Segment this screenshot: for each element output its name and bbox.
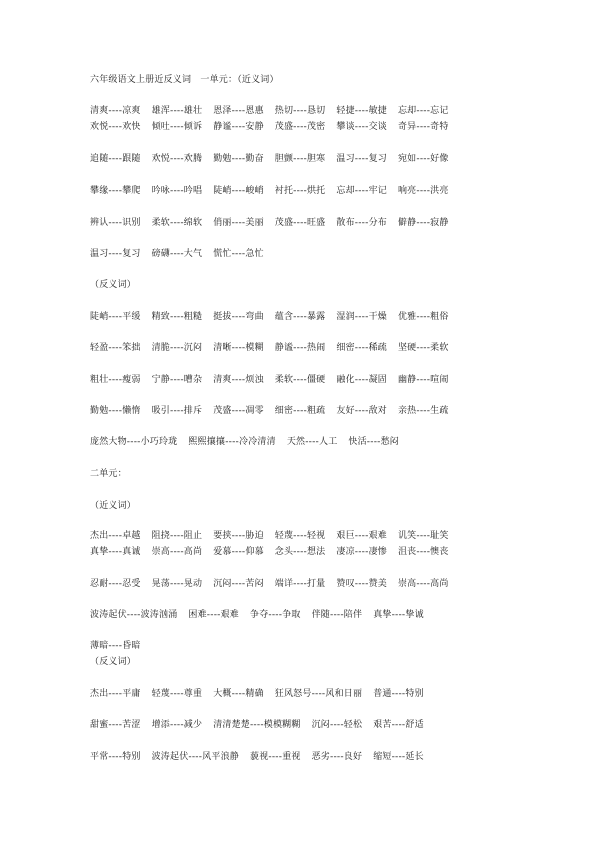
word-pair: 爱慕----仰慕	[213, 547, 264, 557]
word-pair: 融化----凝固	[336, 375, 387, 385]
word-pair: 快活----愁闷	[348, 437, 399, 447]
word-pair: 茂盛----茂密	[274, 122, 326, 132]
word-pair: 勤勉----懒惰	[90, 406, 141, 416]
word-pair: 天然----人工	[286, 437, 338, 447]
word-pair: 柔软----绵软	[151, 218, 203, 228]
unit1-antonym-heading: （反义词）	[90, 280, 137, 290]
word-pair: 宛如----好像	[397, 154, 449, 164]
word-pair: 温习----复习	[336, 154, 387, 164]
word-pair: 静谧----安静	[213, 122, 264, 132]
word-pair: 轻盈----笨拙	[90, 343, 141, 353]
word-pair: 静谧----热闹	[274, 343, 326, 353]
word-pair: 艰巨----艰难	[336, 531, 387, 541]
unit1-synonym-row	[90, 248, 275, 260]
word-pair: 坚硬----柔软	[397, 343, 449, 353]
word-pair: 恩泽----恩惠	[213, 106, 264, 116]
word-pair: 要挟----胁迫	[213, 531, 264, 541]
word-pair: 熙熙攘攘----冷冷清清	[188, 437, 276, 447]
word-pair: 攀缘----攀爬	[90, 186, 141, 196]
word-pair: 艰苦----舒适	[373, 720, 424, 730]
word-pair: 崇高----高尚	[397, 579, 449, 589]
unit2-synonym-row	[90, 609, 435, 621]
word-pair: 真挚----真诚	[90, 547, 141, 557]
word-pair: 茂盛----凋零	[213, 406, 264, 416]
word-pair: 清脆----沉闷	[151, 343, 203, 353]
word-pair: 吟咏----吟唱	[151, 186, 203, 196]
word-pair: 忘却----牢记	[336, 186, 387, 196]
unit1-antonym-row	[90, 436, 410, 448]
word-pair: 恶劣----良好	[311, 752, 363, 762]
word-pair: 粗壮----瘦弱	[90, 375, 141, 385]
word-pair: 精致----粗糙	[151, 312, 203, 322]
word-pair: 困难----艰难	[188, 610, 239, 620]
unit1-synonym-row	[90, 185, 460, 197]
word-pair: 增添----减少	[151, 720, 203, 730]
word-pair: 伴随----陪伴	[311, 610, 363, 620]
word-pair: 波涛起伏----波涛汹涌	[90, 610, 178, 620]
word-pair: 衬托----烘托	[274, 186, 326, 196]
word-pair: 胆颤----胆寒	[274, 154, 326, 164]
word-pair: 散布----分布	[336, 218, 387, 228]
word-pair: 忘却----忘记	[397, 106, 449, 116]
word-pair: 陡峭----平缓	[90, 312, 141, 322]
word-pair: 俏丽----美丽	[213, 218, 264, 228]
word-pair: 薄暗----昏暗	[90, 641, 141, 651]
unit2-synonym-row	[90, 546, 460, 558]
unit2-antonym-heading: （反义词）	[90, 657, 137, 667]
unit2-antonym-row	[90, 751, 435, 763]
word-pair: 挺拔----弯曲	[213, 312, 264, 322]
word-pair: 清爽----烦浊	[213, 375, 264, 385]
unit2-heading: 二单元：	[90, 469, 127, 479]
word-pair: 热切----恳切	[274, 106, 326, 116]
word-pair: 缩短----延长	[373, 752, 424, 762]
word-pair: 沉闷----轻松	[311, 720, 363, 730]
word-pair: 攀谈----交谈	[336, 122, 387, 132]
word-pair: 倾吐----倾诉	[151, 122, 203, 132]
word-pair: 湿润----干燥	[336, 312, 387, 322]
word-pair: 沮丧----懊丧	[397, 547, 449, 557]
word-pair: 优雅----粗俗	[397, 312, 449, 322]
word-pair: 细密----粗疏	[274, 406, 326, 416]
word-pair: 清爽----凉爽	[90, 106, 141, 116]
word-pair: 僻静----寂静	[397, 218, 449, 228]
word-pair: 欢悦----欢快	[90, 122, 141, 132]
word-pair: 响亮----洪亮	[397, 186, 449, 196]
word-pair: 平常----特别	[90, 752, 141, 762]
unit2-synonym-heading: （近义词）	[90, 501, 137, 511]
word-pair: 陡峭----峻峭	[213, 186, 264, 196]
unit2-antonym-row	[90, 719, 435, 731]
word-pair: 狂风怒号----风和日丽	[274, 689, 363, 699]
word-pair: 端详----打量	[274, 579, 326, 589]
word-pair: 雄浑----雄壮	[151, 106, 203, 116]
unit2-synonym-row	[90, 530, 460, 542]
unit1-antonym-row	[90, 405, 460, 417]
word-pair: 争夺----争取	[250, 610, 301, 620]
word-pair: 沉闷----苦闷	[213, 579, 264, 589]
word-pair: 念头----想法	[274, 547, 326, 557]
unit1-antonym-row	[90, 374, 460, 386]
word-pair: 友好----敌对	[336, 406, 387, 416]
word-pair: 慌忙----急忙	[213, 249, 264, 259]
word-pair: 普通----特别	[373, 689, 424, 699]
word-pair: 杰出----卓越	[90, 531, 141, 541]
unit2-synonym-row	[90, 640, 152, 652]
word-pair: 阻挠----阻止	[151, 531, 203, 541]
page-title: 六年级语文上册近反义词 一单元：（近义词）	[90, 75, 279, 85]
word-pair: 凄凉----凄惨	[336, 547, 387, 557]
word-pair: 讥笑----耻笑	[397, 531, 449, 541]
word-pair: 宁静----嘈杂	[151, 375, 203, 385]
word-pair: 柔软----僵硬	[274, 375, 326, 385]
unit1-synonym-row	[90, 217, 460, 229]
word-pair: 清晰----模糊	[213, 343, 264, 353]
word-pair: 茂盛----旺盛	[274, 218, 326, 228]
word-pair: 赞叹----赞美	[336, 579, 387, 589]
unit1-synonym-row	[90, 105, 460, 117]
word-pair: 蕴含----暴露	[274, 312, 326, 322]
word-pair: 大概----精确	[213, 689, 264, 699]
word-pair: 波涛起伏----风平浪静	[151, 752, 239, 762]
word-pair: 勤勉----勤奋	[213, 154, 264, 164]
word-pair: 甜蜜----苦涩	[90, 720, 141, 730]
word-pair: 细密----稀疏	[336, 343, 387, 353]
word-pair: 辨认----识别	[90, 218, 141, 228]
unit1-synonym-row	[90, 121, 460, 133]
word-pair: 忍耐----忍受	[90, 579, 141, 589]
word-pair: 真挚----挚诚	[373, 610, 424, 620]
word-pair: 温习----复习	[90, 249, 141, 259]
word-pair: 轻捷----敏捷	[336, 106, 387, 116]
word-pair: 追随----跟随	[90, 154, 141, 164]
unit2-synonym-row	[90, 578, 460, 590]
word-pair: 吸引----排斥	[151, 406, 203, 416]
word-pair: 藐视----重视	[250, 752, 301, 762]
word-pair: 欢悦----欢腾	[151, 154, 203, 164]
unit1-antonym-row	[90, 342, 460, 354]
word-pair: 庞然大物----小巧玲珑	[90, 437, 178, 447]
word-pair: 轻蔑----尊重	[151, 689, 203, 699]
unit1-synonym-row	[90, 153, 460, 165]
word-pair: 奇异----奇特	[397, 122, 449, 132]
unit1-antonym-row	[90, 311, 460, 323]
word-pair: 磅礴----大气	[151, 249, 203, 259]
unit2-antonym-row	[90, 688, 435, 700]
word-pair: 杰出----平庸	[90, 689, 141, 699]
word-pair: 清清楚楚----模模糊糊	[213, 720, 301, 730]
word-pair: 亲热----生疏	[397, 406, 449, 416]
word-pair: 崇高----高尚	[151, 547, 203, 557]
word-pair: 晃荡----晃动	[151, 579, 203, 589]
word-pair: 轻蔑----轻视	[274, 531, 326, 541]
word-pair: 幽静----喧闹	[397, 375, 449, 385]
